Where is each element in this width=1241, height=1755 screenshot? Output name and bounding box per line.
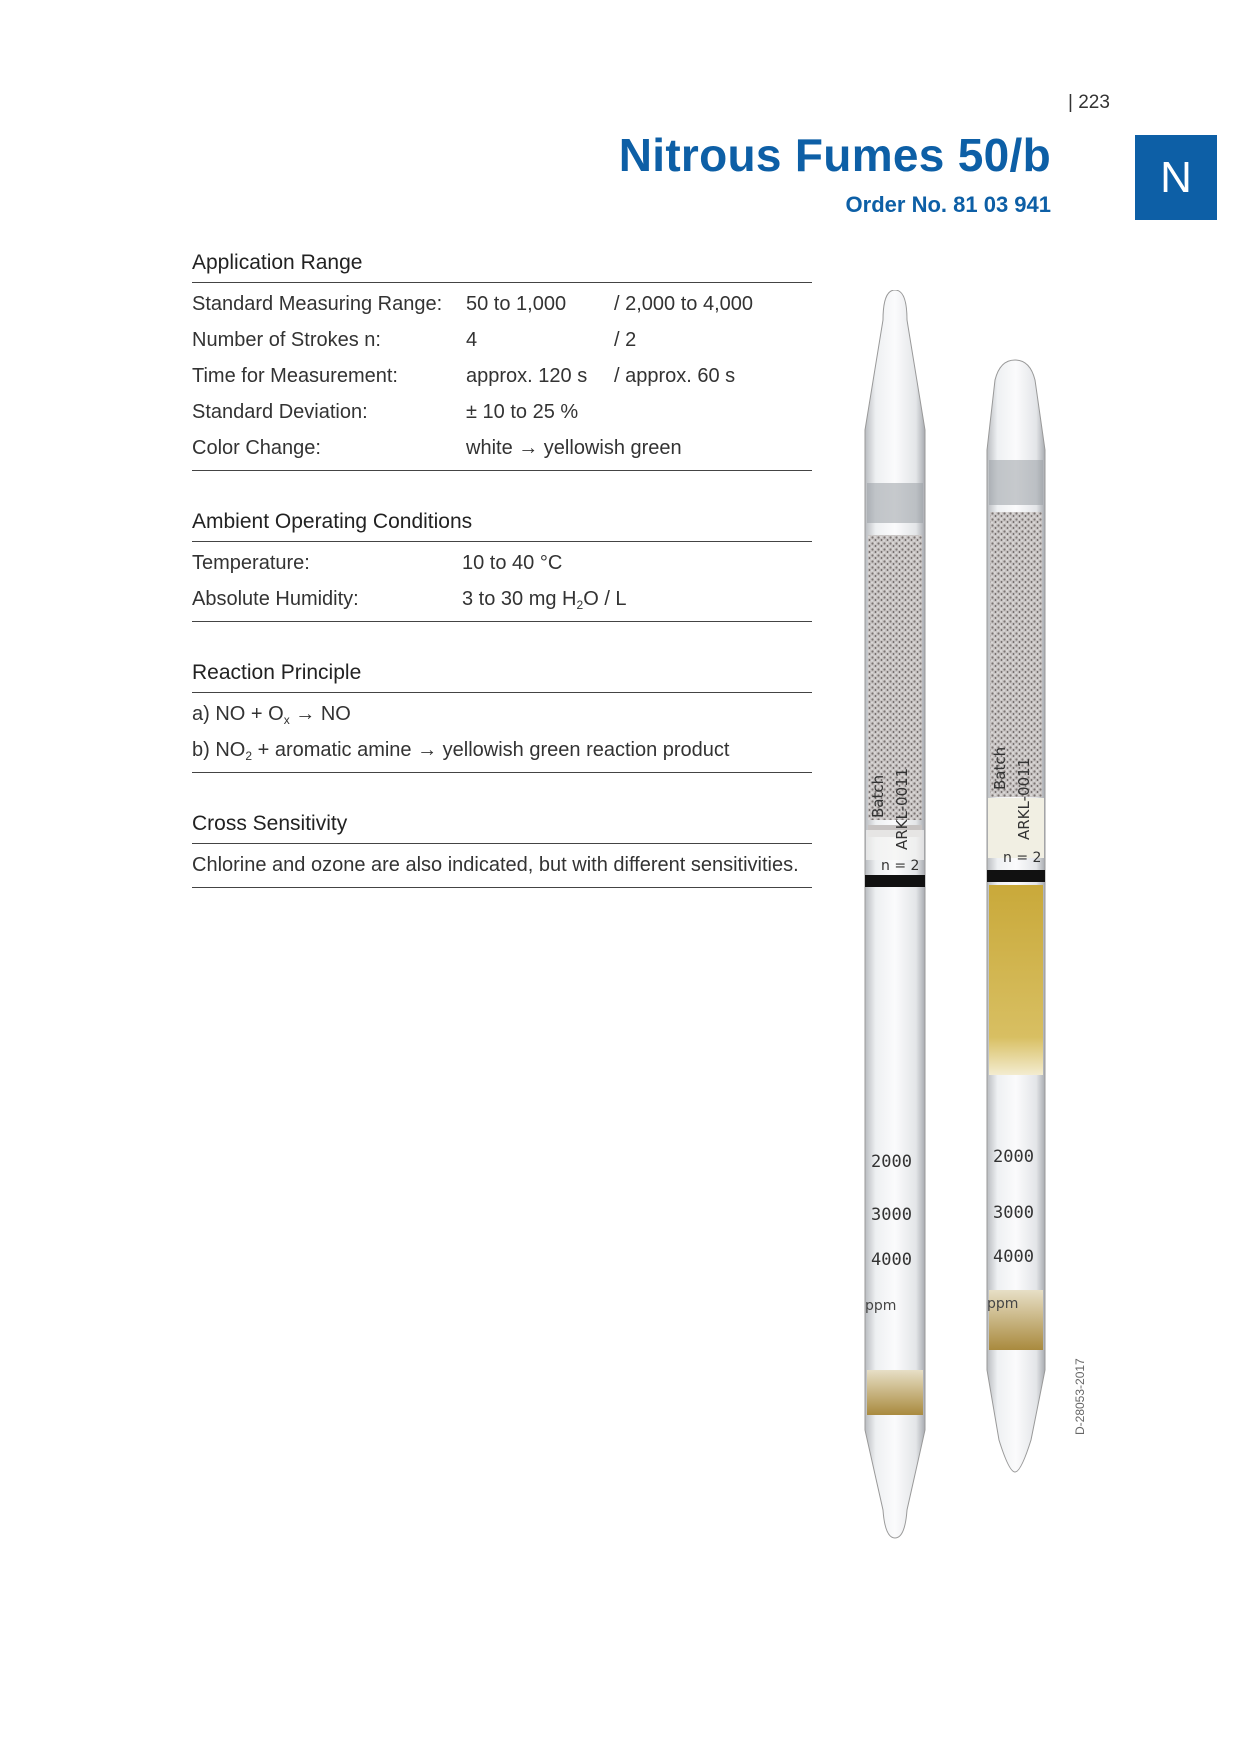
application-range-section [192,250,812,471]
section-title: Application Range [192,250,812,283]
spec-value: 4 [466,329,478,351]
spec-value [462,581,627,617]
tube-2-strokes: n = 2 [1003,850,1042,866]
spec-label: Number of Strokes n: [192,329,381,351]
spec-row [192,322,812,358]
tube-2-code: ARKL-0011 [1015,757,1033,840]
tube-2-scale-2000: 2000 [993,1147,1034,1167]
spec-value-alt: / 2 [614,329,637,351]
tube-1-strokes: n = 2 [881,858,920,874]
reaction-a-text: a) NO + O [192,703,284,725]
spec-value: white → yellowish green [466,437,682,459]
spec-value-alt: / approx. 60 s [614,365,736,387]
reaction-principle-section [192,660,812,773]
spec-value-alt: / 2,000 to 4,000 [614,293,754,315]
cross-sensitivity-section [192,811,812,888]
spec-label: Color Change: [192,437,321,459]
spec-row [192,394,812,430]
humidity-value: 3 to 30 mg H [462,588,577,610]
image-credit: D-28053-2017 [1073,1358,1087,1435]
page-title: Nitrous Fumes 50/b [618,129,1051,181]
section-title: Cross Sensitivity [192,811,812,844]
spec-value: ± 10 to 25 % [466,401,579,423]
spec-label: Standard Deviation: [192,401,368,423]
subscript: 2 [245,749,253,763]
reaction-rows [192,693,812,773]
page-number: | 223 [1068,92,1110,113]
section-tab: N [1135,135,1217,220]
application-range-rows [192,283,812,471]
spec-value: 10 to 40 °C [462,552,563,574]
tube-1-unit: ppm [865,1298,897,1314]
tube-1 [865,290,925,1538]
cross-sensitivity-text: Chlorine and ozone are also indicated, but with different sensitivities. [192,854,799,876]
spec-content [192,250,812,926]
tube-2 [987,360,1045,1472]
section-title: Reaction Principle [192,660,812,693]
tube-1-scale-3000: 3000 [871,1205,912,1225]
tube-1-scale-2000: 2000 [871,1152,912,1172]
tube-1-scale-4000: 4000 [871,1250,912,1270]
spec-label: Time for Measurement: [192,365,398,387]
humidity-unit: O / L [583,588,627,610]
reaction-b-text: b) NO [192,739,246,761]
detector-tubes-image [835,290,1085,1540]
tube-1-code: ARKL-0011 [893,767,911,850]
tube-2-unit: ppm [987,1296,1019,1312]
spec-label: Absolute Humidity: [192,588,359,610]
tube-2-scale-4000: 4000 [993,1247,1034,1267]
reaction-b [192,732,812,768]
reaction-b-product: + aromatic amine → yellowish green reaction product [252,739,730,761]
reaction-a-product: → NO [289,703,351,725]
order-number: Order No. 81 03 941 [845,192,1051,217]
subscript: 2 [576,598,584,612]
cross-rows [192,844,812,888]
tube-2-batch: Batch [991,746,1009,790]
section-title: Ambient Operating Conditions [192,509,812,542]
spec-row [192,430,812,466]
ambient-rows [192,542,812,622]
ambient-conditions-section [192,509,812,622]
spec-value: 50 to 1,000 [466,293,567,315]
tube-1-batch: Batch [869,774,887,818]
spec-row [192,286,812,322]
reaction-a [192,696,812,732]
spec-label: Standard Measuring Range: [192,293,443,315]
spec-value: approx. 120 s [466,365,588,387]
spec-row [192,358,812,394]
tubes-svg [835,290,1085,1540]
spec-row [192,545,812,581]
spec-label: Temperature: [192,552,310,574]
spec-row [192,581,812,617]
subscript: x [283,713,290,727]
tube-2-scale-3000: 3000 [993,1203,1034,1223]
